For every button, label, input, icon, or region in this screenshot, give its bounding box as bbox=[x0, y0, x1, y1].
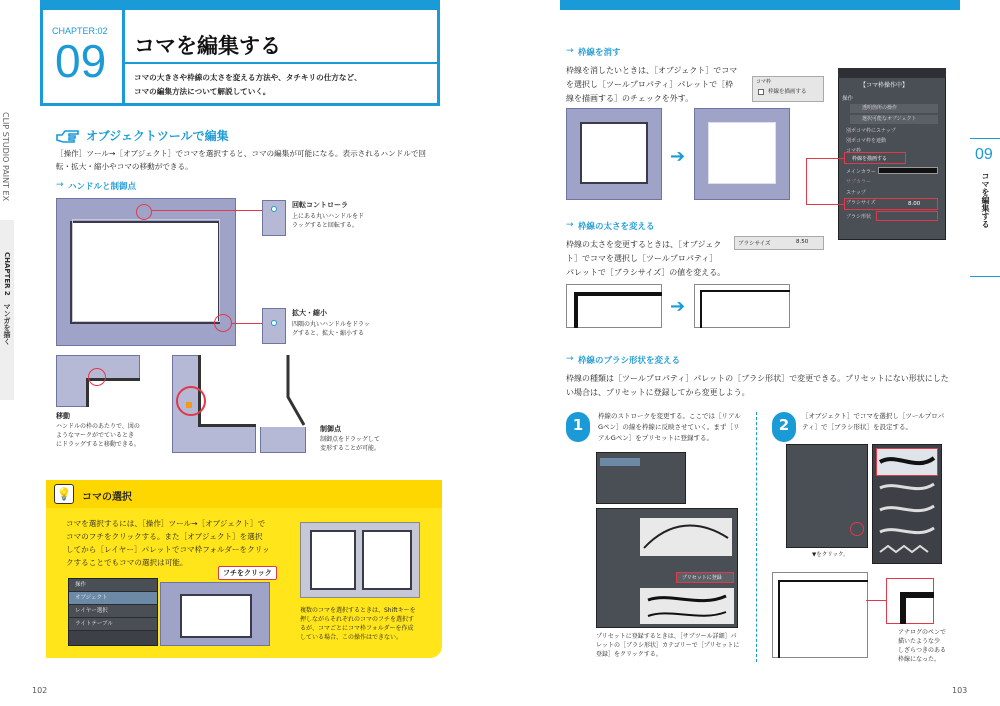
tip-right-1: 複数のコマを選択するときは、Shiftキーを bbox=[300, 607, 416, 614]
left-para-1: ［操作］ツール→［オブジェクト］でコマを選択すると、コマの編集が可能になる。表示されるハンドルで回 bbox=[56, 149, 427, 158]
section-heading-object: オブジェクトツールで編集 bbox=[86, 129, 229, 143]
control-desc-1: 制御点をドラッグして bbox=[320, 436, 380, 443]
tp-row-0: 操作 bbox=[842, 96, 854, 102]
result-leader bbox=[866, 600, 886, 601]
chapter-number: 09 bbox=[55, 35, 107, 87]
chapter-lead-1: コマの大きさや枠線の太さを変える方法や、タチキリの仕方など、 bbox=[134, 73, 362, 82]
brush-stroke-icon bbox=[640, 588, 734, 624]
tp-brush-shape-highlight[interactable] bbox=[876, 211, 938, 221]
s1-text-2: を選択し［ツールプロパティ］パレットで［枠 bbox=[566, 80, 734, 89]
tp-row-4[interactable]: 別ポコマ枠を連動 bbox=[846, 138, 887, 144]
tip-right-3: るが、コマごとにコマ枠フォルダーを作成 bbox=[300, 625, 414, 632]
analog-note-4: 枠線になった。 bbox=[898, 656, 941, 663]
s2-text-1: 枠線の太さを変更するときは、［オブジェク bbox=[566, 240, 722, 249]
handle-bbox bbox=[72, 219, 220, 322]
click-figure-frame bbox=[180, 594, 252, 638]
step-divider bbox=[756, 412, 757, 662]
result-figure-corner bbox=[778, 580, 868, 658]
thickness-arrow-icon: ➔ bbox=[670, 296, 686, 317]
palette-row-2[interactable]: レイヤー選択 bbox=[69, 605, 157, 618]
right-top-bar bbox=[560, 0, 960, 10]
chapter-label: CHAPTER:02 bbox=[52, 26, 108, 36]
step1-caption-3: 登録］をクリックする。 bbox=[596, 651, 662, 658]
control-desc-2: 変形することが可能。 bbox=[320, 445, 381, 452]
tip-title: コマの選択 bbox=[82, 492, 132, 503]
step1-text-3: アルGペン］をプリセットに登録する。 bbox=[598, 434, 713, 442]
s2-text-2: ト］でコマを選択し［ツールプロパティ］ bbox=[566, 254, 718, 263]
arrow-icon-s2: → bbox=[566, 220, 574, 230]
analog-note-2: 描いたような少 bbox=[898, 638, 941, 645]
step1-text-2: Gペン］の線を枠線に反映させていく。まず［リ bbox=[598, 423, 740, 431]
tp-row-11: ブラシ形状 bbox=[846, 214, 872, 220]
chapter-divider bbox=[122, 10, 125, 106]
arrow-icon: → bbox=[56, 180, 64, 190]
section-thickness-title: 枠線の太さを変える bbox=[578, 222, 655, 232]
scale-handle-icon bbox=[271, 320, 277, 326]
step2-text-2: ティ］で［ブラシ形状］を設定する。 bbox=[802, 423, 912, 431]
tip-text-2: コマのフチをクリックする。また［オブジェクト］を選択 bbox=[66, 532, 263, 541]
rotate-handle-icon bbox=[271, 206, 277, 212]
tp-leader-red-v bbox=[806, 158, 807, 204]
check-snippet-text: 枠線を描画する bbox=[768, 89, 807, 95]
s3-text-1: 枠線の種類は［ツールプロパティ］パレットの［ブラシ形状］で変更できる。プリセットにない形状にした bbox=[566, 374, 949, 383]
tp-leader-red-2 bbox=[806, 204, 844, 205]
click-note: ▼をクリック。 bbox=[812, 552, 849, 558]
scale-zoom-image bbox=[262, 308, 286, 344]
tp-brush-size-highlight bbox=[844, 198, 938, 210]
sidebar-right-rule-top bbox=[970, 138, 1000, 139]
subtool-palette-tab[interactable] bbox=[600, 458, 640, 466]
s2-text-3: パレットで［ブラシサイズ］の値を変える。 bbox=[566, 268, 726, 277]
sidebar-left-text-1: CLIP STUDIO PAINT EX bbox=[1, 112, 10, 202]
page-number-right: 103 bbox=[952, 686, 968, 695]
rotate-leader bbox=[152, 210, 262, 211]
move-desc-2: ようなマークがでているとき bbox=[56, 432, 135, 439]
chapter-rule bbox=[125, 62, 437, 64]
tool-property-title: 【コマ枠操作中】 bbox=[860, 82, 909, 89]
brush-size-snippet-value[interactable]: 8.50 bbox=[796, 239, 809, 245]
tool-property-titlebar bbox=[838, 68, 946, 78]
tp-color-swatch[interactable] bbox=[878, 167, 938, 174]
lightbulb-icon: 💡 bbox=[54, 484, 74, 504]
tp-row-6[interactable]: 枠線を描画する bbox=[852, 156, 888, 162]
tip-text-4: クすることでもコマの選択は可能。 bbox=[66, 558, 188, 567]
erase-before-frame bbox=[580, 122, 648, 184]
step2-text-1: ［オブジェクト］でコマを選択し［ツールプロパ bbox=[802, 412, 945, 420]
check-snippet-box[interactable] bbox=[758, 89, 764, 95]
tip-right-4: している場合、この操作はできない。 bbox=[300, 634, 403, 641]
curve-sample-icon bbox=[640, 518, 732, 556]
scale-desc-1: 四隅の丸いハンドルをドラッ bbox=[292, 321, 370, 328]
result-zoom-corner bbox=[900, 592, 934, 624]
tip-text-1: コマを選択するには、［操作］ツール→［オブジェクト］で bbox=[66, 519, 266, 528]
thick-frame-sample-corner bbox=[700, 290, 790, 328]
tp-row-10: ブラシサイズ bbox=[846, 200, 876, 206]
tp-leader-red bbox=[806, 158, 844, 159]
tp-brush-size-value[interactable]: 8.00 bbox=[908, 201, 921, 207]
step1-caption-2: レットの［ブラシ形状］カテゴリーで［プリセットに bbox=[596, 642, 740, 649]
step-1-badge: 1 bbox=[566, 412, 590, 442]
move-cursor-circle bbox=[88, 368, 106, 386]
palette-row-1[interactable]: オブジェクト bbox=[69, 592, 157, 605]
preset-register-label: プリセットに登録 bbox=[682, 575, 722, 581]
scale-desc-2: グすると、拡大・縮小する bbox=[292, 330, 365, 337]
left-para-2: 転・拡大・縮小やコマの移動ができる。 bbox=[56, 162, 193, 171]
analog-note-3: しざらつきのある bbox=[898, 647, 946, 654]
section-shape-title: 枠線のブラシ形状を変える bbox=[578, 356, 681, 366]
tp-row-7: メインカラー bbox=[846, 169, 876, 175]
sidebar-right-rule-bottom bbox=[970, 276, 1000, 277]
palette-row-0: 操作 bbox=[69, 579, 157, 592]
arrow-icon-s3: → bbox=[566, 354, 574, 364]
palette-row-3[interactable]: ライトテーブル bbox=[69, 618, 157, 631]
hand-pointer-icon bbox=[56, 128, 80, 142]
control-skew-line bbox=[260, 355, 306, 453]
fuchi-callout[interactable]: フチをクリック bbox=[218, 566, 277, 580]
control-point-circle bbox=[176, 386, 206, 416]
erase-arrow-icon: ➔ bbox=[670, 146, 686, 167]
s3-text-2: い場合は、プリセットに登録してから変更しよう。 bbox=[566, 388, 750, 397]
tp-row-1[interactable]: 透明箇所の操作 bbox=[850, 104, 938, 113]
arrow-icon-s1: → bbox=[566, 46, 574, 56]
control-title: 制御点 bbox=[320, 425, 341, 433]
check-snippet-label: コマ枠 bbox=[756, 79, 772, 85]
page-number-left: 102 bbox=[32, 686, 48, 695]
sidebar-right-number: 09 bbox=[975, 146, 993, 163]
s1-text-3: 線を描画する］のチェックを外す。 bbox=[566, 94, 694, 103]
brush-shape-strokes-icon bbox=[876, 448, 938, 560]
tip-text-3: してから［レイヤー］パレットでコマ枠フォルダーをクリッ bbox=[66, 545, 270, 554]
control-figure-1-page bbox=[198, 355, 256, 427]
tip-right-2: 押しながらそれぞれのコマのフチを選択す bbox=[300, 616, 415, 623]
multi-select-left bbox=[310, 530, 356, 590]
sidebar-left-text-2: CHAPTER 2 マンガを描く bbox=[3, 252, 11, 345]
thin-frame-sample-corner bbox=[574, 292, 662, 328]
scale-title: 拡大・縮小 bbox=[292, 309, 327, 317]
rotate-desc-2: ラッグすると回転する。 bbox=[292, 222, 358, 229]
s1-text-1: 枠線を消したいときは、［オブジェクト］でコマ bbox=[566, 66, 738, 75]
tp-row-9[interactable]: スナップ bbox=[846, 190, 866, 196]
brush-shape-dropdown[interactable] bbox=[850, 522, 864, 536]
rotate-desc-1: 上にある丸いハンドルをド bbox=[292, 213, 365, 220]
section-erase-title: 枠線を消す bbox=[578, 48, 621, 58]
layer-palette-screenshot bbox=[68, 578, 158, 646]
move-desc-3: にドラッグすると移動できる。 bbox=[56, 441, 140, 448]
chapter-title: コマを編集する bbox=[134, 34, 281, 58]
scale-circle bbox=[214, 314, 232, 332]
rotate-title: 回転コントローラ bbox=[292, 201, 348, 209]
move-title: 移動 bbox=[56, 412, 70, 420]
tp-row-5: コマ枠 bbox=[846, 148, 862, 154]
rotate-circle bbox=[136, 204, 152, 220]
header-bar bbox=[40, 0, 440, 10]
sub-heading-handles: ハンドルと制御点 bbox=[68, 182, 137, 192]
move-desc-1: ハンドルの枠のあたりで、図の bbox=[56, 423, 140, 430]
multi-select-right bbox=[362, 530, 412, 590]
erase-after-frame bbox=[708, 122, 776, 184]
step1-text-1: 枠線のストロークを変更する。ここでは［リアル bbox=[598, 412, 741, 420]
tp-row-8: サブカラー bbox=[846, 179, 871, 185]
tp-row-3[interactable]: 別ポコマ枠にスナップ bbox=[846, 128, 896, 134]
analog-note-1: アナログのペンで bbox=[898, 629, 947, 636]
scale-leader bbox=[232, 323, 262, 324]
step1-caption-1: プリセットに登録するときは、［サブツール詳細］パ bbox=[596, 633, 737, 640]
brush-size-snippet-label: ブラシサイズ bbox=[738, 241, 771, 247]
tp-row-2[interactable]: 選択可能なオブジェクト bbox=[850, 115, 938, 124]
sidebar-right-text: コマを編集する bbox=[981, 172, 990, 228]
control-point-marker bbox=[186, 402, 192, 408]
chapter-lead-2: コマの編集方法について解説していく。 bbox=[134, 87, 271, 96]
step-2-badge: 2 bbox=[772, 412, 796, 442]
